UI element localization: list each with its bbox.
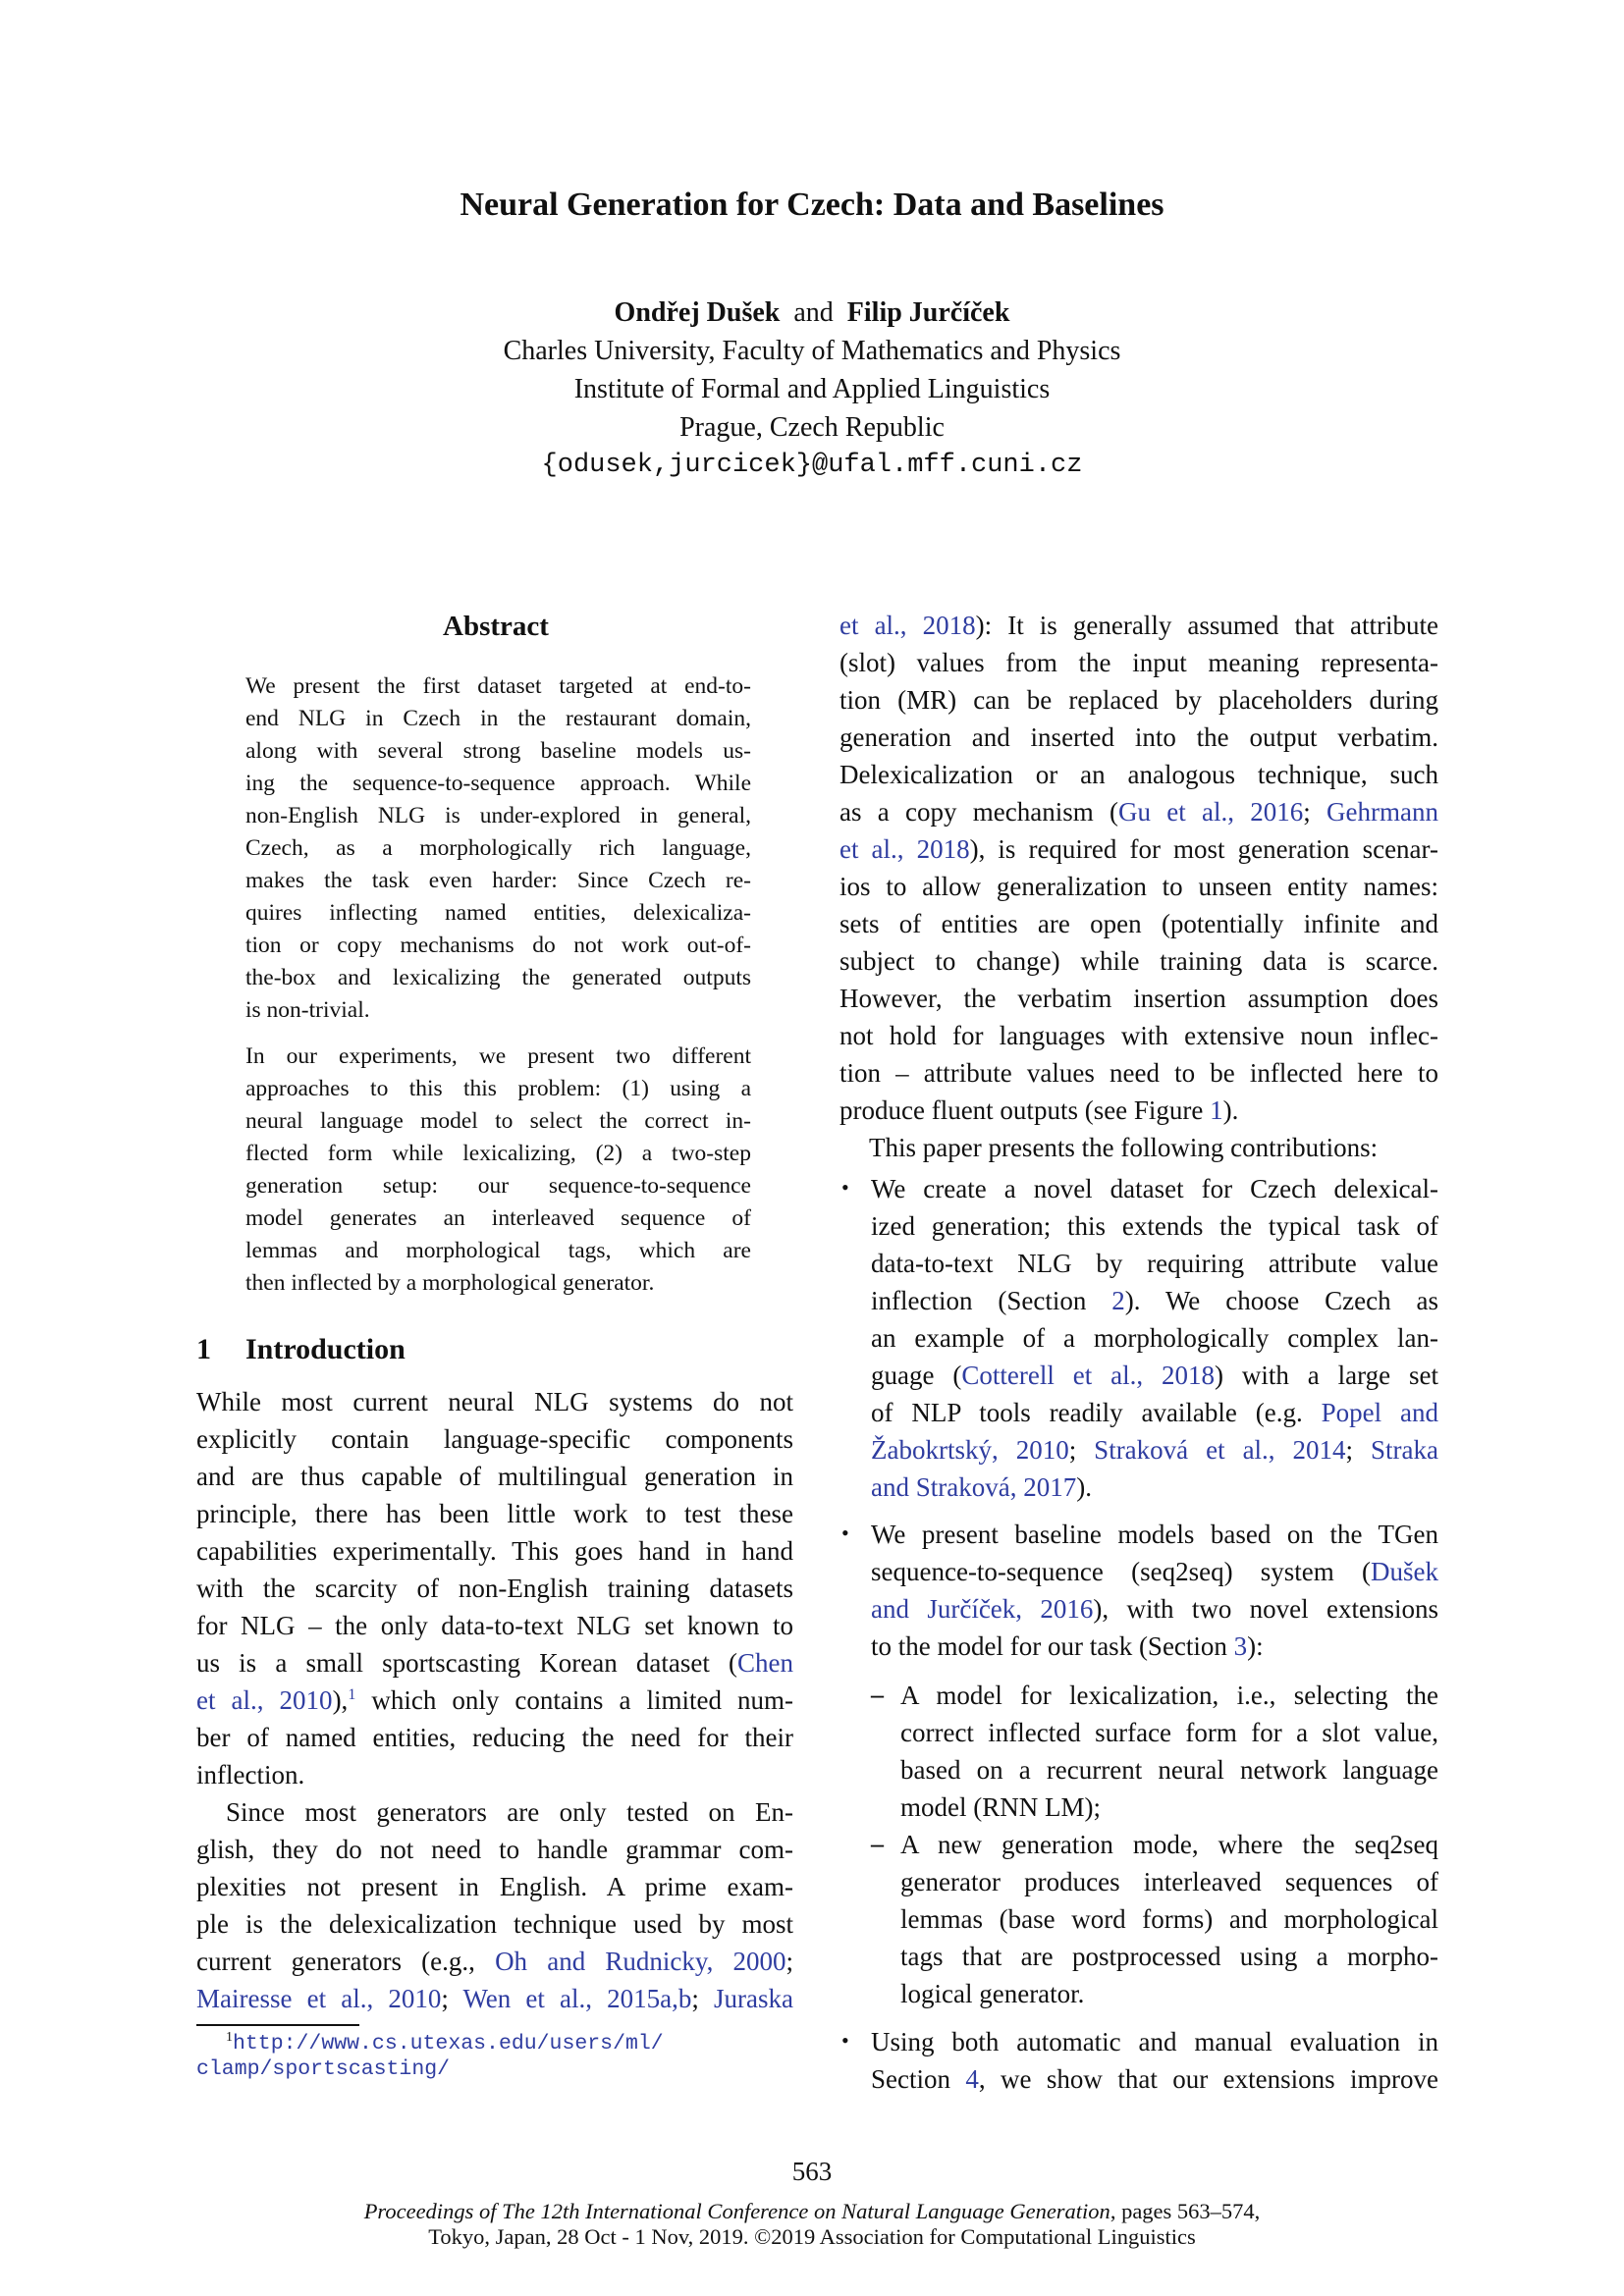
footnote-mark: 1 — [226, 2030, 233, 2045]
bullet-line: We create a novel dataset for Czech delexical- — [871, 1174, 1438, 1203]
affiliation-university: Charles University, Faculty of Mathematics and Physics — [503, 336, 1121, 366]
author-dusek: Ondřej Dušek — [614, 297, 781, 328]
body-text: ; — [1303, 797, 1326, 827]
citation-juraska-2018-cont[interactable]: et al., 2018 — [839, 611, 976, 640]
abstract-line: lemmas and morphological tags, which are — [245, 1238, 751, 1263]
abstract-line: approaches to this this problem: (1) using a — [245, 1076, 751, 1101]
body-text: guage ( — [871, 1361, 962, 1390]
body-line — [839, 611, 1438, 646]
bullet-line — [871, 1398, 1438, 1433]
figure-ref-1[interactable]: 1 — [1210, 1095, 1223, 1125]
citation-dusek-jurcicek-2016-cont[interactable]: and Jurčíček, 2016 — [871, 1594, 1094, 1624]
bullet-line — [871, 1472, 1438, 1508]
footnote-url[interactable]: http://www.cs.utexas.edu/users/ml/ — [233, 2032, 664, 2056]
body-line: Since most generators are only tested on En- — [226, 1797, 793, 1827]
body-line: and are thus capable of multilingual generation in — [196, 1462, 793, 1491]
proceedings-line-1 — [0, 2199, 1624, 2224]
body-text: which only contains a limited num- — [355, 1685, 793, 1715]
sub-bullet-line: logical generator. — [900, 1979, 1085, 2008]
abstract-line: the-box and lexicalizing the generated outputs — [245, 965, 751, 990]
citation-gehrmann-2018-cont[interactable]: et al., 2018 — [839, 834, 970, 864]
citation-popel-zabokrtsky-2010[interactable]: Popel and — [1321, 1398, 1438, 1427]
body-line: While most current neural NLG systems do not — [196, 1387, 793, 1416]
section-ref-3[interactable]: 3 — [1233, 1631, 1248, 1661]
section-ref-2[interactable]: 2 — [1111, 1286, 1125, 1315]
abstract-line: Czech, as a morphologically rich language, — [245, 835, 751, 861]
sub-bullet-line: model (RNN LM); — [900, 1792, 1101, 1822]
section-ref-4[interactable]: 4 — [965, 2064, 979, 2094]
body-line: (slot) values from the input meaning representa- — [839, 648, 1438, 677]
body-line: glish, they do not need to handle grammar com- — [196, 1835, 793, 1864]
body-text: produce fluent outputs (see Figure — [839, 1095, 1211, 1125]
body-line — [839, 834, 1438, 870]
sub-bullet-line: based on a recurrent neural network language — [900, 1755, 1438, 1785]
sub-bullet-line: correct inflected surface form for a slot value, — [900, 1718, 1438, 1747]
body-text: Section — [871, 2064, 966, 2094]
body-line: not hold for languages with extensive noun inflec- — [839, 1021, 1438, 1050]
bullet-line — [871, 1594, 1438, 1629]
bullet-line: an example of a morphologically complex lan- — [871, 1323, 1438, 1353]
body-line: generation and inserted into the output verbatim. — [839, 722, 1438, 752]
body-line — [196, 1984, 793, 2019]
abstract-line: non-English NLG is under-explored in general, — [245, 803, 751, 828]
body-text: ; — [441, 1984, 463, 2013]
body-line: inflection. — [196, 1760, 305, 1789]
body-line: explicitly contain language-specific components — [196, 1424, 793, 1454]
body-text: ): — [1247, 1631, 1264, 1661]
abstract-line: quires inflecting named entities, delexicaliza- — [245, 900, 751, 926]
footnote-rule — [196, 2024, 359, 2026]
bullet-line: Using both automatic and manual evaluation in — [871, 2027, 1438, 2056]
sub-bullet-line: lemmas (base word forms) and morphological — [900, 1904, 1438, 1934]
body-line: with the scarcity of non-English training datasets — [196, 1574, 793, 1603]
body-line: However, the verbatim insertion assumption does — [839, 984, 1438, 1013]
body-text: ), is required for most generation scenar- — [969, 834, 1438, 864]
bullet-icon: • — [841, 2028, 849, 2053]
author-line — [0, 297, 1624, 329]
body-text: inflection (Section — [871, 1286, 1112, 1315]
body-line: ple is the delexicalization technique used by most — [196, 1909, 793, 1939]
body-line — [196, 1947, 793, 1982]
body-line — [839, 1095, 1438, 1131]
sub-bullet-line: generator produces interleaved sequences of — [900, 1867, 1438, 1896]
body-line — [196, 1648, 793, 1683]
body-text: , we show that our extensions improve — [978, 2064, 1438, 2094]
bullet-line: data-to-text NLG by requiring attribute value — [871, 1249, 1438, 1278]
sub-bullet-line: tags that are postprocessed using a morpho- — [900, 1942, 1438, 1971]
sub-bullet-line: A model for lexicalization, i.e., selecting the — [900, 1681, 1438, 1710]
body-line: ber of named entities, reducing the need for their — [196, 1723, 793, 1752]
body-text: ). We choose Czech as — [1124, 1286, 1438, 1315]
author-join: and — [793, 297, 834, 328]
body-line: plexities not present in English. A prime exam- — [196, 1872, 793, 1901]
body-text: ). — [1076, 1472, 1092, 1502]
bullet-line: We present baseline models based on the TGen — [871, 1520, 1438, 1549]
body-line: principle, there has been little work to test these — [196, 1499, 793, 1528]
citation-gehrmann-2018[interactable]: Gehrmann — [1326, 797, 1438, 827]
body-text: ; — [785, 1947, 793, 1976]
body-line: capabilities experimentally. This goes hand in hand — [196, 1536, 793, 1566]
body-text: ). — [1222, 1095, 1239, 1125]
sub-bullet-line: A new generation mode, where the seq2seq — [900, 1830, 1438, 1859]
abstract-line: is non-trivial. — [245, 997, 370, 1023]
body-line: for NLG – the only data-to-text NLG set known to — [196, 1611, 793, 1640]
body-text: ; — [1068, 1435, 1095, 1465]
bullet-icon: • — [841, 1521, 849, 1545]
body-line: Delexicalization or an analogous technique, such — [839, 760, 1438, 789]
body-line: This paper presents the following contributions: — [869, 1133, 1379, 1162]
bullet-icon: • — [841, 1175, 849, 1200]
author-jurcicek: Filip Jurčíček — [846, 297, 1010, 328]
affiliation-institute: Institute of Formal and Applied Linguistics — [573, 374, 1051, 404]
abstract-line: neural language model to select the correct in- — [245, 1108, 751, 1134]
dash-icon: – — [871, 1681, 884, 1709]
bullet-line — [871, 1361, 1438, 1396]
abstract-line: then inflected by a morphological generator. — [245, 1270, 655, 1296]
abstract-heading: Abstract — [443, 611, 549, 642]
bullet-line — [871, 1557, 1438, 1592]
abstract-line: model generates an interleaved sequence of — [245, 1205, 751, 1231]
body-text: to the model for our task (Section — [871, 1631, 1234, 1661]
citation-cotterell-2018[interactable]: Cotterell et al., 2018 — [961, 1361, 1215, 1390]
body-text: ) with a large set — [1214, 1361, 1438, 1390]
citation-strakova-2014[interactable]: Straková et al., 2014 — [1094, 1435, 1346, 1465]
affiliation-location: Prague, Czech Republic — [679, 412, 945, 443]
citation-gu-2016[interactable]: Gu et al., 2016 — [1117, 797, 1304, 827]
proceedings-line-2: Tokyo, Japan, 28 Oct - 1 Nov, 2019. ©2019 Association for Computational Linguistics — [428, 2224, 1196, 2249]
proceedings-pages: , pages 563–574, — [1110, 2199, 1261, 2223]
body-text: sequence-to-sequence (seq2seq) system ( — [871, 1557, 1371, 1586]
bullet-line: ized generation; this extends the typical task of — [871, 1211, 1438, 1241]
bullet-line — [871, 1286, 1438, 1321]
bullet-line — [871, 2064, 1438, 2100]
citation-dusek-jurcicek-2016[interactable]: Dušek — [1371, 1557, 1438, 1586]
bullet-line — [871, 1631, 1438, 1667]
footnote-1-line-2 — [196, 2057, 450, 2081]
body-line: tion – attribute values need to be inflected here to — [839, 1058, 1438, 1088]
abstract-line: flected form while lexicalizing, (2) a two-step — [245, 1141, 751, 1166]
bullet-line — [871, 1435, 1438, 1470]
abstract-line: generation setup: our sequence-to-sequence — [245, 1173, 751, 1199]
body-line: subject to change) while training data is scarce. — [839, 946, 1438, 976]
citation-mairesse-2010[interactable]: Mairesse et al., 2010 — [196, 1984, 442, 2013]
footnote-1-line-1 — [226, 2030, 664, 2056]
body-line — [839, 797, 1438, 832]
body-text: of NLP tools readily available (e.g. — [871, 1398, 1322, 1427]
citation-straka-strakova-2017[interactable]: Straka — [1371, 1435, 1438, 1465]
proceedings-title: Proceedings of The 12th International Conference on Natural Language Generation — [363, 2199, 1110, 2223]
abstract-line: tion or copy mechanisms do not work out-of- — [245, 933, 751, 958]
body-text: ), — [332, 1685, 349, 1715]
body-line: sets of entities are open (potentially infinite and — [839, 909, 1438, 938]
abstract-line: along with several strong baseline models us- — [245, 738, 751, 764]
abstract-line: We present the first dataset targeted at end-to- — [245, 673, 751, 699]
dash-icon: – — [871, 1830, 884, 1858]
section-number: 1 — [196, 1333, 211, 1365]
body-text: ), with two novel extensions — [1093, 1594, 1438, 1624]
body-text: ): It is generally assumed that attribute — [975, 611, 1438, 640]
body-line — [196, 1685, 793, 1721]
body-line: ios to allow generalization to unseen entity names: — [839, 872, 1438, 901]
citation-chen-2010-cont[interactable]: et al., 2010 — [196, 1685, 333, 1715]
abstract-line: ing the sequence-to-sequence approach. While — [245, 771, 751, 796]
page-number: 563 — [791, 2157, 833, 2186]
citation-popel-zabokrtsky-2010-cont[interactable]: Žabokrtský, 2010 — [871, 1435, 1069, 1465]
citation-straka-strakova-2017-cont[interactable]: and Straková, 2017 — [871, 1472, 1077, 1502]
body-text: ; — [691, 1984, 715, 2013]
author-email: {odusek,jurcicek}@ufal.mff.cuni.cz — [541, 451, 1083, 480]
body-text: us is a small sportscasting Korean dataset ( — [196, 1648, 737, 1678]
citation-juraska-2018[interactable]: Juraska — [714, 1984, 794, 2013]
citation-chen-2010[interactable]: Chen — [737, 1648, 793, 1678]
abstract-line: end NLG in Czech in the restaurant domain, — [245, 706, 751, 731]
body-line: tion (MR) can be replaced by placeholders during — [839, 685, 1438, 715]
paper-title: Neural Generation for Czech: Data and Baselines — [460, 187, 1164, 223]
citation-oh-rudnicky-2000[interactable]: Oh and Rudnicky, 2000 — [495, 1947, 786, 1976]
body-text: as a copy mechanism ( — [839, 797, 1118, 827]
abstract-line: makes the task even harder: Since Czech re- — [245, 868, 751, 893]
footnote-ref-1[interactable]: 1 — [348, 1686, 356, 1703]
footnote-url-cont[interactable]: clamp/sportscasting/ — [196, 2057, 451, 2081]
abstract-line: In our experiments, we present two different — [245, 1043, 751, 1069]
body-text: ; — [1345, 1435, 1371, 1465]
section-title: Introduction — [245, 1333, 406, 1365]
section-heading-introduction — [196, 1333, 406, 1366]
citation-wen-2015[interactable]: Wen et al., 2015a,b — [462, 1984, 692, 2013]
body-text: current generators (e.g., — [196, 1947, 496, 1976]
